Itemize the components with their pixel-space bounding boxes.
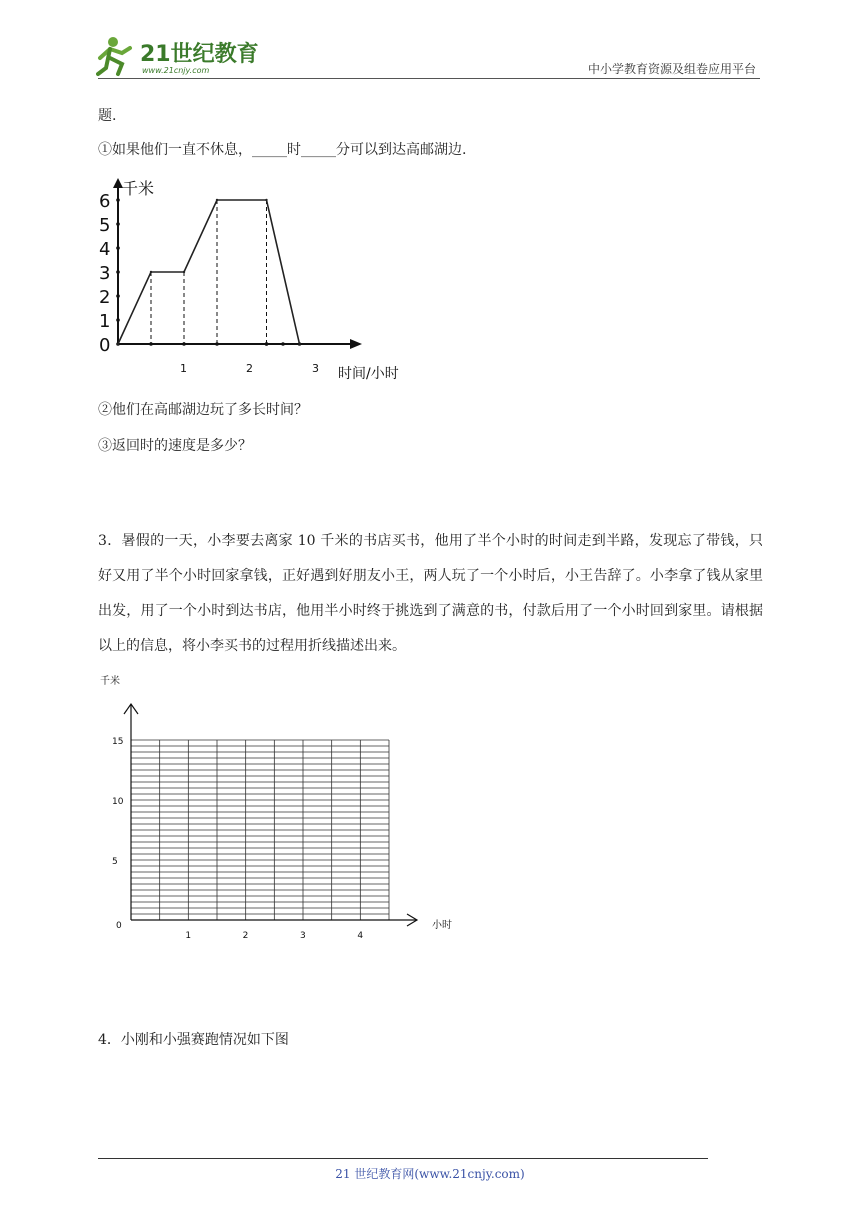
header-divider bbox=[98, 78, 760, 79]
y-tick-label: 10 bbox=[112, 797, 124, 807]
x-tick-label: 1 bbox=[180, 362, 187, 375]
x-tick-label: 3 bbox=[300, 931, 306, 941]
x-tick-label: 2 bbox=[246, 362, 253, 375]
data-point bbox=[216, 199, 218, 201]
logo-text: 21世纪教育 bbox=[140, 42, 259, 67]
x-axis-label: 时间/小时 bbox=[338, 366, 399, 382]
x-axis-label: 小时 bbox=[432, 920, 452, 931]
data-line bbox=[118, 200, 300, 344]
question-2: ②他们在高邮湖边玩了多长时间？ bbox=[98, 402, 308, 418]
x-tick-label: 1 bbox=[185, 931, 192, 941]
y-tick-dot bbox=[116, 198, 120, 202]
y-tick-label: 5 bbox=[99, 215, 111, 236]
x-tick-dot bbox=[281, 342, 285, 346]
y-tick-label: 1 bbox=[99, 311, 111, 332]
site-logo bbox=[96, 34, 266, 78]
platform-name: 中小学教育资源及组卷应用平台 bbox=[587, 62, 756, 76]
data-point bbox=[183, 271, 185, 273]
y-tick-label: 0 bbox=[99, 335, 111, 356]
data-point bbox=[117, 343, 119, 345]
data-point bbox=[265, 199, 267, 201]
y-tick-label: 6 bbox=[99, 191, 111, 212]
y-axis-label: 千米 bbox=[100, 676, 120, 687]
y-tick-dot bbox=[116, 222, 120, 226]
problem-4-text: 4．小刚和小强赛跑情况如下图 bbox=[98, 1032, 289, 1048]
question-1: ①如果他们一直不休息，_____时_____分可以到达高邮湖边. bbox=[98, 142, 467, 158]
x-tick-label: 3 bbox=[312, 362, 319, 375]
runner-icon bbox=[98, 37, 130, 74]
x-tick-label: 2 bbox=[242, 931, 249, 941]
y-tick-dot bbox=[116, 294, 120, 298]
y-tick-dot bbox=[116, 318, 120, 322]
y-tick-label: 15 bbox=[112, 737, 124, 747]
data-point bbox=[150, 271, 152, 273]
footer-divider bbox=[98, 1158, 708, 1159]
x-tick-label: 4 bbox=[357, 931, 364, 941]
y-tick-dot bbox=[116, 246, 120, 250]
distance-time-chart bbox=[98, 172, 418, 387]
y-tick-label: 0 bbox=[116, 921, 122, 931]
x-axis-arrow bbox=[350, 339, 362, 349]
y-axis-label: 千米 bbox=[122, 179, 155, 198]
text-line: 题. bbox=[98, 108, 117, 124]
y-tick-label: 5 bbox=[112, 857, 118, 867]
question-3: ③返回时的速度是多少？ bbox=[98, 438, 252, 454]
y-tick-label: 2 bbox=[99, 287, 111, 308]
footer-text: 21 世纪教育网(www.21cnjy.com) bbox=[335, 1167, 525, 1181]
logo-url: www.21cnjy.com bbox=[142, 66, 210, 75]
y-tick-label: 4 bbox=[99, 239, 111, 260]
y-tick-label: 3 bbox=[99, 263, 111, 284]
data-point bbox=[298, 343, 300, 345]
problem-3-text: 3．暑假的一天，小李要去离家 10 千米的书店买书，他用了半个小时的时间走到半路，发现忘了带钱，只好又用了半个小时回家拿钱，正好遇到好朋友小王，两人玩了一个小时后，小王告辞了。小李拿了钱从家里出发，用了一个小时到达书店，他用半小时终于挑选到了满意的书，付款后用了一个小时回到家里。请根据以上的信息，将小李买书的过程用折线描述出来。 bbox=[98, 533, 763, 654]
blank-grid-chart bbox=[98, 668, 468, 953]
y-tick-dot bbox=[116, 270, 120, 274]
